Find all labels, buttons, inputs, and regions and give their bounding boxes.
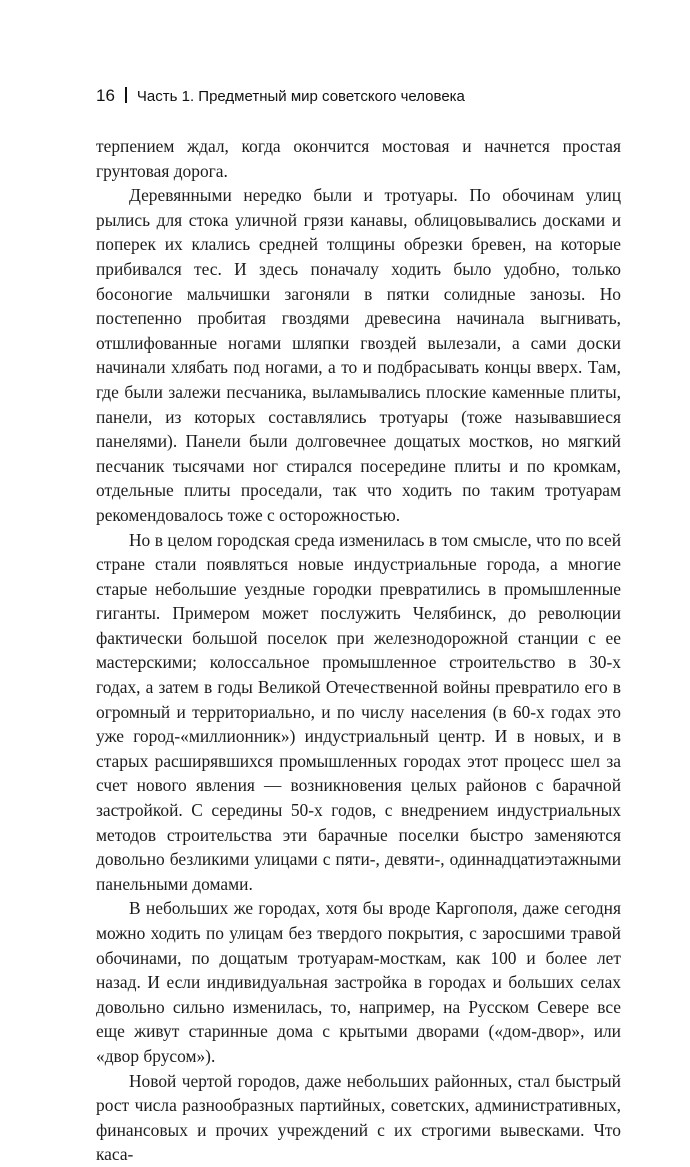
header-divider: [125, 87, 127, 103]
paragraph-institutions: Новой чертой городов, даже небольших районных, стал быстрый рост числа разнообразных партийных, советских, административных, финансовых и прочих учреждений с их строгими вывесками. Что каса-: [96, 1070, 621, 1165]
running-header: [96, 86, 616, 107]
body-text: [96, 134, 621, 1167]
paragraph-small-towns: В небольших же городах, хотя бы вроде Каргополя, даже сегодня можно ходить по улицам без твердого покрытия, с заросшими травой обочинами, по дощатым тротуарам-мосткам, как 100 и более лет назад. И если индивидуальная застройка в городах и больших селах довольно сильно изменилась, то, например, на Русском Севере все еще живут старинные дома с крытыми дворами («дом-двор», или «двор брусом»).: [96, 898, 621, 1066]
page-number: 16: [96, 86, 115, 105]
paragraph-sidewalks: Деревянными нередко были и тротуары. По обочинам улиц рылись для стока уличной грязи канавы, облицовывались досками и поперек их клались средней толщины обрезки бревен, на которые прибивался тес. И здесь поначалу ходить было удобно, только босоногие мальчишки загоняли в пятки солидные занозы. Но постепенно пробитая гвоздями древесина начинала выгнивать, отшлифованные ногами шляпки гвоздей вылезали, а сами доски начинали хлябать под ногами, а то и подбрасывать концы вверх. Там, где были залежи песчаника, выламывались плоские каменные плиты, панели, из которых составлялись тротуары (тоже называвшиеся панелями). Панели были долговечнее дощатых мостков, но мягкий песчаник тысячами ног стирался посередине плиты и по кромкам, отдельные плиты проседали, так что ходить по таким тротуарам рекомендовалось тоже с осторожностью.: [96, 185, 621, 525]
paragraph-industrial-cities: Но в целом городская среда изменилась в том смысле, что по всей стране стали появляться новые индустриальные города, а многие старые небольшие уездные городки превратились в промышленные гиганты. Примером может послужить Челябинск, до революции фактически большой поселок при железнодорожной станции с ее мастерскими; колоссальное промышленное строительство в 30-х годах, а затем в годы Великой Отечественной войны превратило его в огромный и территориально, и по числу населения (в 60-х годах это уже город-«миллионник») индустриальный центр. И в новых, и в старых расширявшихся промышленных городах этот процесс шел за счет нового явления — возникновения целых районов с барачной застройкой. С середины 50-х годов, с внедрением индустриальных методов строительства эти барачные поселки быстро заменяются довольно безликими улицами с пяти-, девяти-, одиннадцатиэтажными панельными домами.: [96, 529, 621, 894]
paragraph-continuation: терпением ждал, когда окончится мостовая и начнется простая грунтовая дорога.: [96, 136, 621, 181]
chapter-title: Часть 1. Предметный мир советского человека: [136, 88, 465, 105]
